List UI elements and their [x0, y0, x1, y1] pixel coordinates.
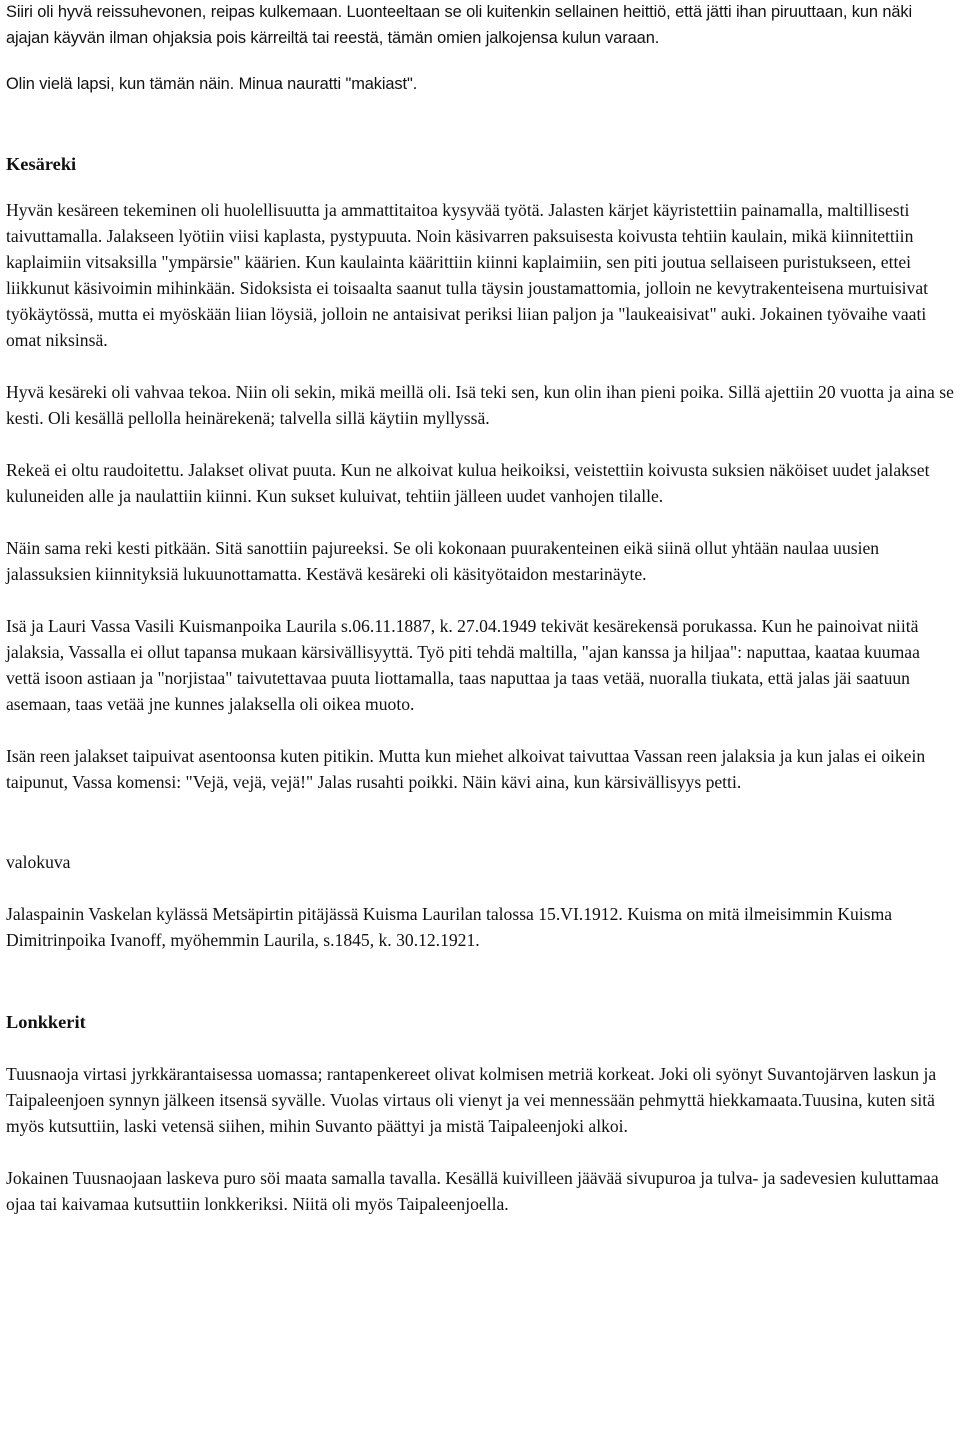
paragraph-jalakset-taipuivat: Isän reen jalakset taipuivat asentoonsa kuten pitikin. Mutta kun miehet alkoivat taivuttaa Vassan reen jalaksia ja kun jalas ei oikein taipunut, Vassa komensi: "Vejä, vejä, vejä!" Jalas rusahti poikki. Näin kävi aina, kun kärsivällisyys petti. — [6, 746, 926, 792]
heading-lonkkerit: Lonkkerit — [6, 1012, 86, 1032]
heading-kesareki: Kesäreki — [6, 154, 77, 174]
paragraph-lonkkeri: Jokainen Tuusnaojaan laskeva puro söi maata samalla tavalla. Kesällä kuivilleen jäävää sivupuroa ja tulva- ja sadevesien kuluttamaa ojaa tai kaivamaa kutsuttiin lonkkeriksi. Niitä oli myös Taipaleenjoella. — [6, 1168, 939, 1214]
paragraph-pajureki: Näin sama reki kesti pitkään. Sitä sanottiin pajureeksi. Se oli kokonaan puurakenteinen eikä siinä ollut yhtään naulaa uusien jalassuksien kiinnityksiä lukuunottamatta. Kestävä kesäreki oli käsityötaidon mestarinäyte. — [6, 538, 880, 584]
document-page — [6, 0, 956, 1217]
paragraph-tuusnaoja: Tuusnaoja virtasi jyrkkärantaisessa uomassa; rantapenkereet olivat kolmisen metriä korkeat. Joki oli syönyt Suvantojärven laskun ja Taipaleenjoen synnyn jälkeen itsensä syvälle. Vuolas virtaus oli vienyt ja vei mennessään pehmyttä hiekkamaata.Tuusina, kuten sitä myös kutsuttiin, laski vetensä siihen, mihin Suvanto päättyi ja mistä Taipaleenjoki alkoi. — [6, 1064, 937, 1136]
paragraph-vahvaa-tekoa: Hyvä kesäreki oli vahvaa tekoa. Niin oli sekin, mikä meillä oli. Isä teki sen, kun olin ihan pieni poika. Sillä ajettiin 20 vuotta ja aina se kesti. Oli kesällä pellolla heinärekenä; talvella sillä käytiin myllyssä. — [6, 382, 954, 428]
paragraph-siiri: Siiri oli hyvä reissuhevonen, reipas kulkemaan. Luonteeltaan se oli kuitenkin sellainen heittiö, että jätti ihan piruuttaan, kun näki ajajan käyvän ilman ohjaksia pois kärreiltä tai reestä, tämän omien jalkojensa kulun varaan. — [6, 3, 913, 47]
paragraph-kesareki-tekeminen: Hyvän kesäreen tekeminen oli huolellisuutta ja ammattitaitoa kysyvää työtä. Jalasten kärjet käyristettiin painamalla, maltillisesti taivuttamalla. Jalakseen lyötiin viisi kaplasta, pystypuuta. Noin käsivarren paksuisesta koivusta tehtiin kaulain, mikä kiinnitettiin kaplaimiin vitsaksilla "ympärsie" käärien. Kun kaulainta käärittiin kiinni kaplaimiin, sen piti joutua sellaiseen puristukseen, ettei liikkunut käsivoimin mihinkään. Sidoksista ei toisaalta saanut tulla täysin joustamattomia, jolloin ne kevytrakenteisena murtuisivat työkäytössä, mutta ei myöskään liian löysiä, jolloin ne antaisivat periksi liian paljon ja "laukeaisivat" auki. Jokainen työvaihe vaati omat niksinsä. — [6, 200, 929, 350]
paragraph-valokuva-label: valokuva — [6, 852, 71, 872]
paragraph-lapsi: Olin vielä lapsi, kun tämän näin. Minua nauratti "makiast". — [6, 75, 418, 93]
paragraph-reki-raudoitus: Rekeä ei oltu raudoitettu. Jalakset olivat puuta. Kun ne alkoivat kulua heikoiksi, veistettiin koivusta suksien näköiset uudet jalakset kuluneiden alle ja naulattiin kiinni. Kun sukset kuluivat, tehtiin jälleen uudet vanhojen tilalle. — [6, 460, 930, 506]
paragraph-isa-ja-vassa: Isä ja Lauri Vassa Vasili Kuismanpoika Laurila s.06.11.1887, k. 27.04.1949 tekivät kesärekensä porukassa. Kun he painoivat niitä jalaksia, Vassalla ei ollut tapansa mukaan kärsivällisyyttä. Työ piti tehdä maltilla, "ajan kanssa ja hiljaa": naputtaa, kaataa kuumaa vettä isoon astiaan ja "norjistaa" taivutettavaa puuta liottamalla, taas naputtaa ja taas vetää, nuoralla tiukata, että jalas jäi saatuun asemaan, taas vetää jne kunnes jalaksella oli oikea muoto. — [6, 616, 920, 714]
paragraph-photo-caption: Jalaspainin Vaskelan kylässä Metsäpirtin pitäjässä Kuisma Laurilan talossa 15.VI.1912. Kuisma on mitä ilmeisimmin Kuisma Dimitrinpoika Ivanoff, myöhemmin Laurila, s.1845, k. 30.12.1921. — [6, 904, 893, 950]
